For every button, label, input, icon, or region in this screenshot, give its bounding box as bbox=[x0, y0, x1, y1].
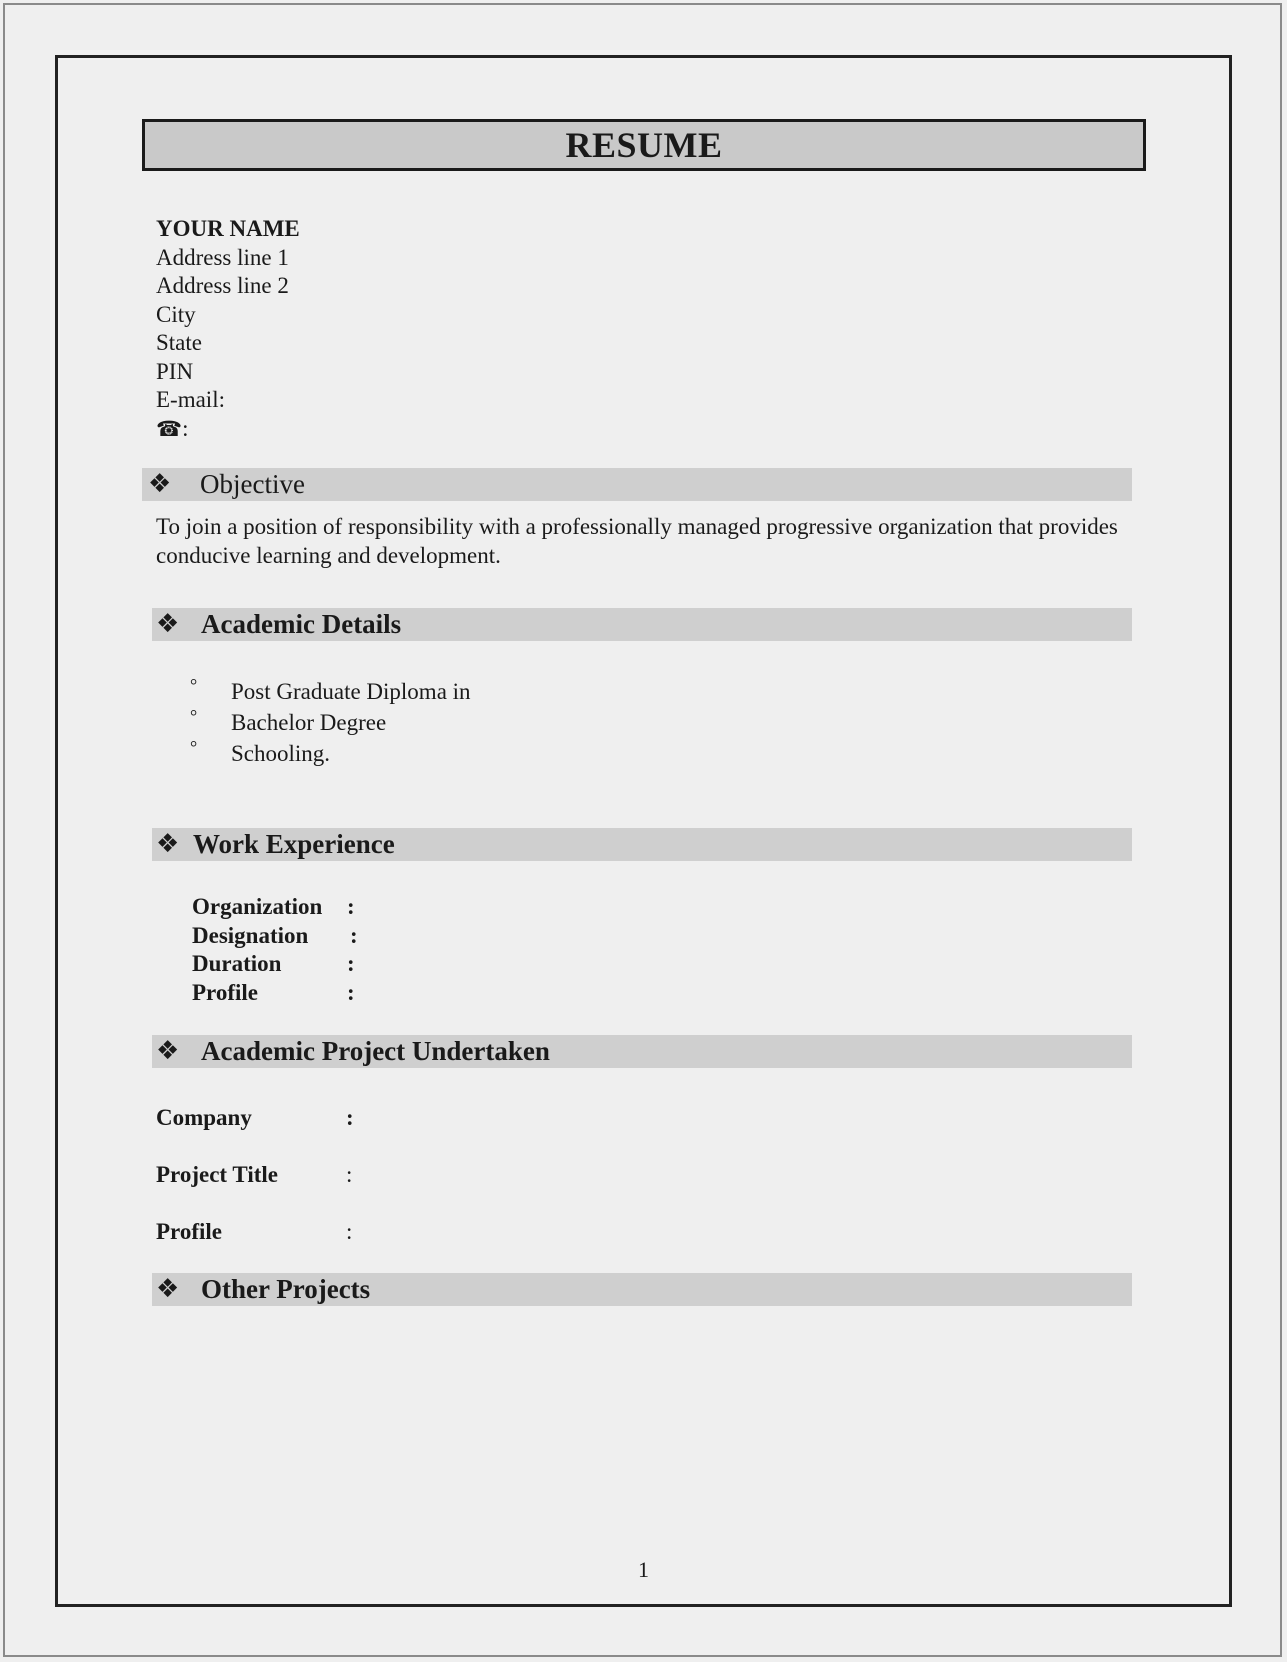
diamond-bullet-icon: ❖ bbox=[156, 609, 180, 639]
academic-item: Bachelor Degree bbox=[231, 710, 387, 735]
phone-line bbox=[156, 415, 300, 444]
project-field-row bbox=[156, 1103, 354, 1160]
phone-colon: : bbox=[182, 415, 189, 441]
diamond-bullet-icon: ❖ bbox=[148, 469, 172, 499]
field-label: Organization bbox=[192, 894, 323, 919]
project-field-row bbox=[156, 1160, 353, 1217]
diamond-bullet-icon: ❖ bbox=[156, 1036, 180, 1066]
field-label: Company bbox=[156, 1105, 252, 1130]
contact-block bbox=[156, 215, 300, 443]
telephone-icon: ☎ bbox=[156, 416, 183, 441]
field-colon: : bbox=[347, 979, 355, 1005]
academic-item: Schooling. bbox=[231, 741, 331, 766]
field-label: Project Title bbox=[156, 1162, 278, 1187]
page-number: 1 bbox=[638, 1557, 649, 1582]
field-label: Designation bbox=[192, 922, 309, 948]
objective-text: To join a position of responsibility with a professionally managed progressive organization that provides conducive learning and development. bbox=[156, 514, 1118, 568]
circle-bullet-icon: ° bbox=[190, 675, 198, 695]
diamond-bullet-icon: ❖ bbox=[156, 1274, 180, 1304]
section-work-experience bbox=[152, 828, 1132, 861]
field-colon: : bbox=[347, 894, 355, 919]
resume-title: RESUME bbox=[142, 119, 1146, 171]
section-academic-project bbox=[152, 1035, 1132, 1068]
field-label: Profile bbox=[192, 979, 258, 1005]
state-line: State bbox=[156, 330, 202, 355]
address-line-2: Address line 2 bbox=[156, 273, 289, 298]
field-colon: : bbox=[350, 922, 358, 948]
field-colon: : bbox=[347, 951, 355, 976]
academic-item: Post Graduate Diploma in bbox=[231, 679, 471, 704]
objective-heading: Objective bbox=[200, 469, 305, 499]
work-field-row bbox=[192, 922, 358, 951]
work-fields bbox=[192, 893, 358, 1007]
project-heading: Academic Project Undertaken bbox=[201, 1036, 550, 1066]
pin-line: PIN bbox=[156, 358, 194, 384]
diamond-bullet-icon: ❖ bbox=[156, 829, 180, 859]
circle-bullet-icon: ° bbox=[190, 737, 198, 757]
field-label: Profile bbox=[156, 1219, 222, 1244]
section-academic-details bbox=[152, 608, 1132, 641]
city-line: City bbox=[156, 301, 196, 327]
work-field-row bbox=[192, 979, 355, 1008]
work-heading: Work Experience bbox=[193, 829, 395, 859]
project-fields bbox=[156, 1103, 354, 1274]
field-label: Duration bbox=[192, 951, 282, 976]
field-colon: : bbox=[346, 1219, 353, 1244]
academic-heading: Academic Details bbox=[201, 609, 402, 639]
work-field-row bbox=[192, 950, 355, 979]
section-objective bbox=[142, 468, 1132, 501]
other-heading: Other Projects bbox=[201, 1274, 371, 1304]
project-field-row bbox=[156, 1217, 353, 1274]
circle-bullet-icon: ° bbox=[190, 706, 198, 726]
field-colon: : bbox=[346, 1162, 353, 1187]
section-other-projects bbox=[152, 1273, 1132, 1306]
field-colon: : bbox=[346, 1105, 354, 1130]
address-line-1: Address line 1 bbox=[156, 244, 289, 270]
email-line: E-mail: bbox=[156, 387, 225, 412]
work-field-row bbox=[192, 893, 355, 922]
applicant-name: YOUR NAME bbox=[156, 216, 300, 241]
